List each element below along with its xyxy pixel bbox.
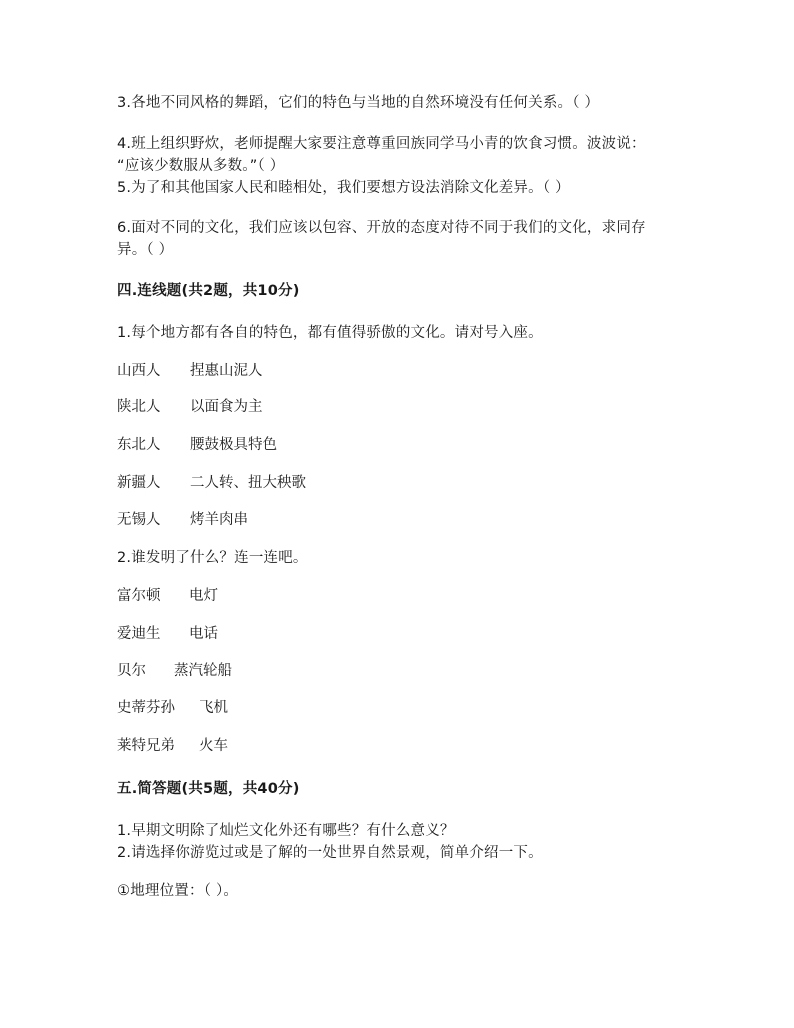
- match2-left-5: 莱特兄弟: [117, 738, 175, 754]
- match2-left-3: 贝尔: [117, 663, 146, 679]
- question-5: 5.为了和其他国家人民和睦相处，我们要想方设法消除文化差异。（ ）: [117, 180, 570, 196]
- section-5-heading: 五.简答题(共5题，共40分): [117, 781, 300, 797]
- match1-left-3: 东北人: [117, 437, 161, 453]
- question-4-line-2: “应该少数服从多数。”（ ）: [117, 158, 285, 174]
- match2-right-3: 蒸汽轮船: [174, 663, 232, 679]
- match2-right-5: 火车: [199, 738, 228, 754]
- short-answer-question-2: 2.请选择你游览过或是了解的一处世界自然景观，简单介绍一下。: [117, 845, 543, 861]
- match2-left-4: 史蒂芬孙: [117, 700, 175, 716]
- matching-question-1: 1.每个地方都有各自的特色，都有值得骄傲的文化。请对号入座。: [117, 325, 543, 341]
- matching-question-2: 2.谁发明了什么？连一连吧。: [117, 550, 308, 566]
- match2-left-1: 富尔顿: [117, 588, 161, 604]
- question-6-line-1: 6.面对不同的文化，我们应该以包容、开放的态度对待不同于我们的文化，求同存: [117, 220, 646, 236]
- match1-right-3: 腰鼓极具特色: [190, 437, 277, 453]
- short-answer-question-1: 1.早期文明除了灿烂文化外还有哪些？有什么意义？: [117, 823, 455, 839]
- match1-right-4: 二人转、扭大秧歌: [190, 475, 306, 491]
- match1-left-1: 山西人: [117, 363, 161, 379]
- match1-left-4: 新疆人: [117, 475, 161, 491]
- question-4-line-1: 4.班上组织野炊，老师提醒大家要注意尊重回族同学马小青的饮食习惯。波波说：: [117, 136, 646, 152]
- match1-right-5: 烤羊肉串: [190, 512, 248, 528]
- match2-right-4: 飞机: [199, 700, 228, 716]
- question-3: 3.各地不同风格的舞蹈，它们的特色与当地的自然环境没有任何关系。（ ）: [117, 95, 600, 111]
- match2-right-1: 电灯: [189, 588, 218, 604]
- match1-right-1: 捏惠山泥人: [190, 363, 263, 379]
- question-6-line-2: 异。（ ）: [117, 242, 174, 258]
- match2-right-2: 电话: [189, 626, 218, 642]
- short-answer-question-2-sub-1: ①地理位置：（ ）。: [117, 883, 239, 899]
- match2-left-2: 爱迪生: [117, 626, 161, 642]
- match1-right-2: 以面食为主: [190, 399, 263, 415]
- match1-left-2: 陕北人: [117, 399, 161, 415]
- section-4-heading: 四.连线题(共2题，共10分): [117, 283, 300, 299]
- match1-left-5: 无锡人: [117, 512, 161, 528]
